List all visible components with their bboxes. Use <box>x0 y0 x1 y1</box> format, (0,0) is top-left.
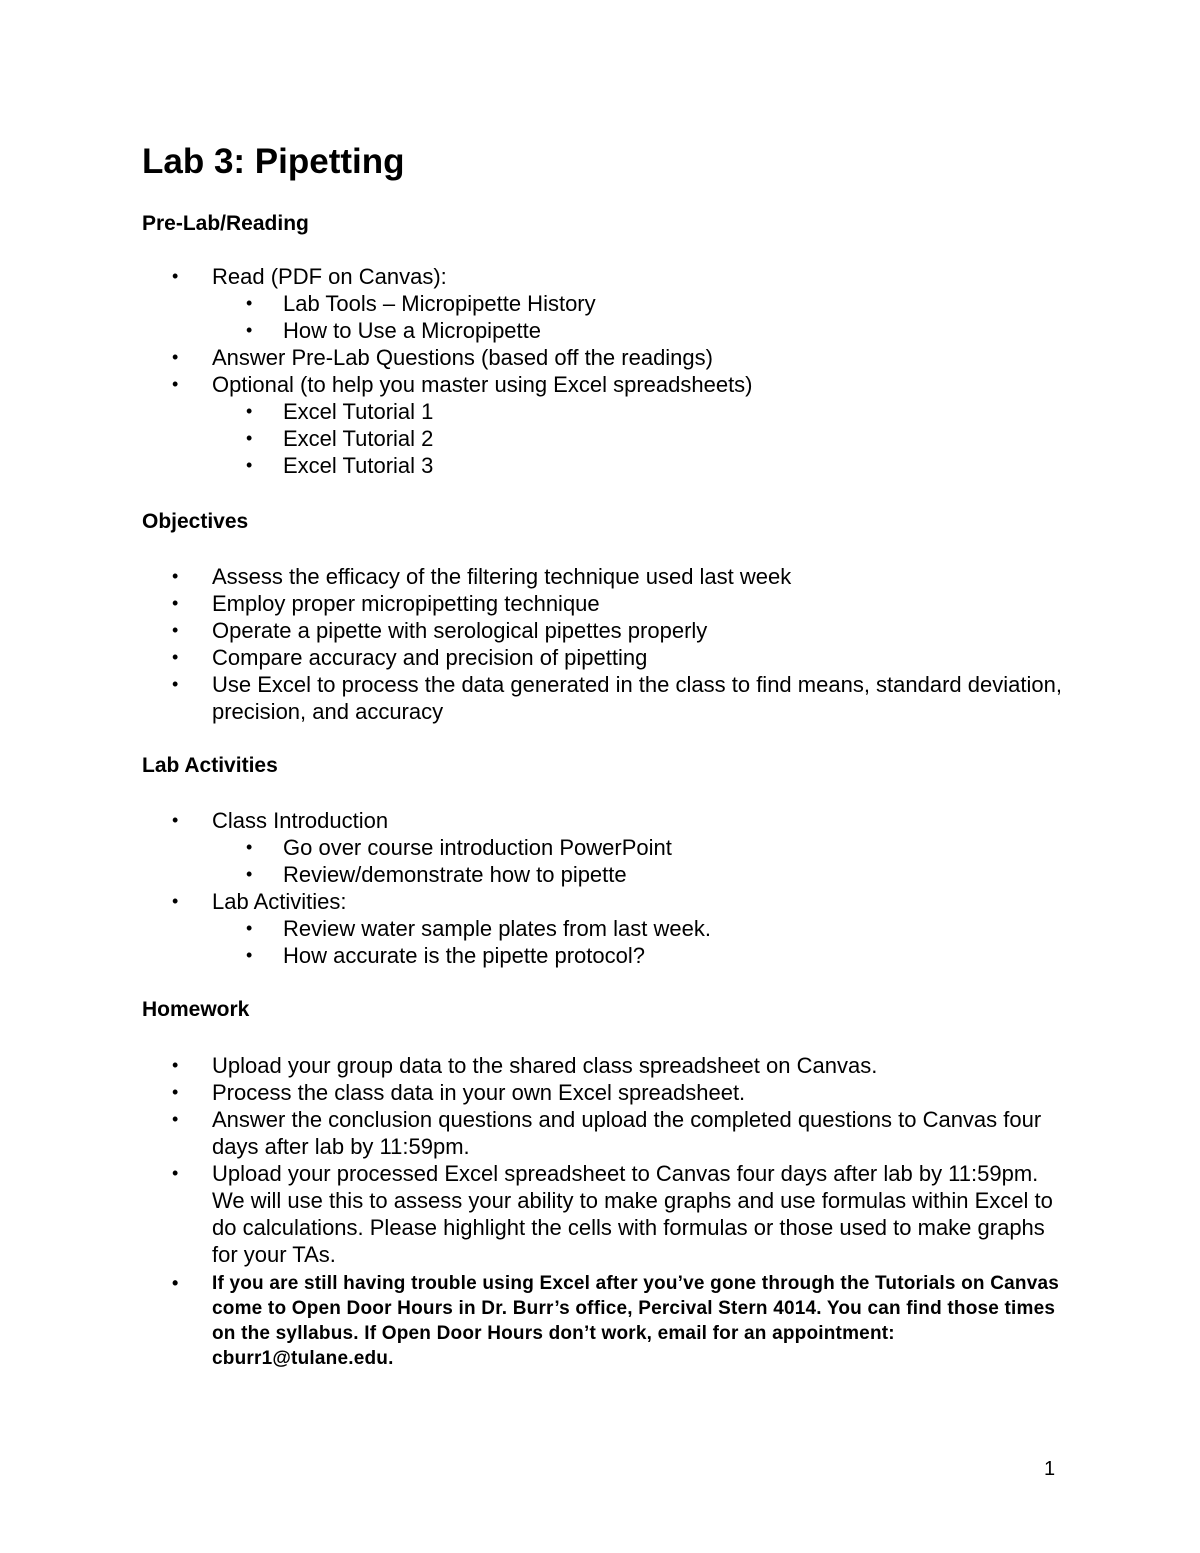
bullet-icon: • <box>172 1055 179 1075</box>
list-item: • Lab Tools – Micropipette History <box>246 291 596 316</box>
activities-heading: Lab Activities <box>142 754 278 777</box>
bullet-icon: • <box>172 1082 179 1102</box>
list-item: • Employ proper micropipetting technique <box>172 591 600 616</box>
list-item: • Review water sample plates from last week. <box>246 916 711 941</box>
bullet-icon: • <box>172 593 179 613</box>
list-item: • Process the class data in your own Excel spreadsheet. <box>172 1080 746 1105</box>
bullet-icon: • <box>246 837 253 857</box>
list-item: • Upload your processed Excel spreadsheet to Canvas four days after lab by 11:59pm. We will use this to assess your ability to make graphs and use formulas within Excel to do calculations. Please highlight the cells with formulas or those used to make graphs for your TAs. <box>172 1161 1053 1267</box>
list-item: • Review/demonstrate how to pipette <box>246 862 627 887</box>
bullet-icon: • <box>172 566 179 586</box>
list-item: • How accurate is the pipette protocol? <box>246 943 645 968</box>
bullet-icon: • <box>172 1273 179 1293</box>
prelab-list <box>142 263 1062 479</box>
bullet-icon: • <box>172 1109 179 1129</box>
prelab-heading: Pre-Lab/Reading <box>142 212 309 235</box>
homework-heading: Homework <box>142 998 250 1021</box>
list-item: • Read (PDF on Canvas): <box>172 264 447 289</box>
list-item: • Upload your group data to the shared class spreadsheet on Canvas. <box>172 1053 878 1078</box>
bullet-icon: • <box>246 945 253 965</box>
list-item: • How to Use a Micropipette <box>246 318 541 343</box>
bullet-icon: • <box>172 810 179 830</box>
bullet-icon: • <box>172 266 179 286</box>
list-item: • Excel Tutorial 2 <box>246 426 434 451</box>
list-item: • Excel Tutorial 1 <box>246 399 434 424</box>
page-number: 1 <box>1044 1458 1056 1480</box>
list-item: • Assess the efficacy of the filtering technique used last week <box>172 564 792 589</box>
list-item: • Optional (to help you master using Excel spreadsheets) <box>172 372 753 397</box>
list-item: • Use Excel to process the data generated in the class to find means, standard deviation, precision, and accuracy <box>172 672 1062 724</box>
bullet-icon: • <box>172 891 179 911</box>
bullet-icon: • <box>246 455 253 475</box>
list-item: • Compare accuracy and precision of pipetting <box>172 645 648 670</box>
objectives-heading: Objectives <box>142 510 249 533</box>
homework-list <box>142 1052 1062 1371</box>
activities-list <box>142 807 1062 969</box>
list-item: • Excel Tutorial 3 <box>246 453 434 478</box>
bullet-icon: • <box>172 647 179 667</box>
list-item: • Go over course introduction PowerPoint <box>246 835 672 860</box>
bullet-icon: • <box>172 620 179 640</box>
objectives-list <box>142 563 1062 725</box>
list-item: • Operate a pipette with serological pipettes properly <box>172 618 708 643</box>
office-hours-note: • If you are still having trouble using Excel after you’ve gone through the Tutorials on Canvas come to Open Door Hours in Dr. Burr’s office, Percival Stern 4014. You can find those times on the syllabus. If Open Door Hours don’t work, email for an appointment: cburr1@tulane.edu. <box>172 1273 1059 1369</box>
bullet-icon: • <box>172 347 179 367</box>
bullet-icon: • <box>172 374 179 394</box>
list-item: • Lab Activities: <box>172 889 347 914</box>
document-title: Lab 3: Pipetting <box>142 142 405 181</box>
bullet-icon: • <box>246 918 253 938</box>
bullet-icon: • <box>172 674 179 694</box>
bullet-icon: • <box>246 293 253 313</box>
bullet-icon: • <box>172 1163 179 1183</box>
list-item: • Answer the conclusion questions and upload the completed questions to Canvas four days after lab by 11:59pm. <box>172 1107 1042 1159</box>
bullet-icon: • <box>246 320 253 340</box>
bullet-icon: • <box>246 401 253 421</box>
bullet-icon: • <box>246 428 253 448</box>
list-item: • Answer Pre-Lab Questions (based off the readings) <box>172 345 713 370</box>
list-item: • Class Introduction <box>172 808 389 833</box>
bullet-icon: • <box>246 864 253 884</box>
